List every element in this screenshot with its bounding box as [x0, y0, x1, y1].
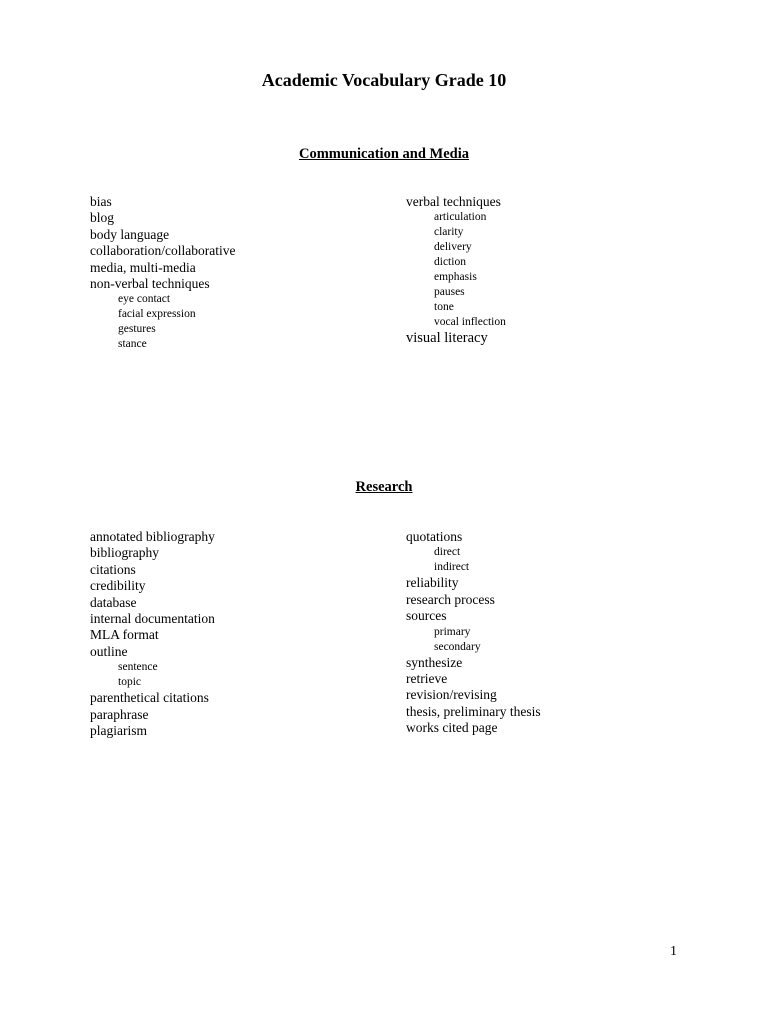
vocab-term: bibliography: [90, 545, 159, 561]
vocab-subterms: [406, 625, 541, 655]
vocab-term: visual literacy: [406, 330, 488, 347]
vocab-term: media, multi-media: [90, 259, 196, 275]
vocab-subterm: topic: [118, 676, 141, 689]
vocab-term-group: [406, 529, 541, 575]
vocab-term: quotations: [406, 529, 463, 544]
vocab-subterm: emphasis: [434, 271, 477, 284]
vocab-term: sources: [406, 608, 447, 624]
vocab-term: plagiarism: [90, 723, 147, 739]
vocab-term: credibility: [90, 578, 146, 594]
research-right-column: [406, 529, 541, 737]
vocab-subterm: eye contact: [118, 293, 171, 306]
page-number: 1: [670, 944, 677, 959]
vocab-term: body language: [90, 226, 170, 242]
vocab-term: citations: [90, 561, 136, 577]
vocab-term-group: [406, 194, 506, 330]
vocab-subterm: indirect: [434, 561, 470, 574]
vocab-subterm: articulation: [434, 211, 487, 224]
document-title: Academic Vocabulary Grade 10: [261, 70, 507, 90]
vocab-subterm: primary: [434, 625, 471, 638]
communication-left-column: [90, 194, 235, 352]
vocab-subterm: vocal inflection: [434, 316, 506, 329]
vocab-term: paraphrase: [90, 706, 149, 722]
research-left-column: [90, 529, 215, 739]
vocab-subterms: [406, 210, 506, 330]
vocab-term-group: [90, 644, 215, 690]
vocab-subterm: pauses: [434, 286, 465, 299]
vocab-term: blog: [90, 210, 115, 226]
section-heading-research: Research: [355, 479, 413, 495]
vocab-term: collaboration/collaborative: [90, 243, 236, 259]
vocab-subterm: sentence: [118, 661, 158, 674]
vocab-term: database: [90, 594, 137, 610]
vocab-term: bias: [90, 194, 112, 209]
vocab-subterms: [90, 292, 235, 352]
vocab-term: annotated bibliography: [90, 529, 215, 544]
vocab-subterm: secondary: [434, 640, 481, 653]
vocab-term: revision/revising: [406, 687, 497, 703]
vocab-term-group: [90, 276, 235, 352]
vocab-term: works cited page: [406, 720, 498, 736]
vocab-subterm: clarity: [434, 226, 464, 239]
vocab-term: thesis, preliminary thesis: [406, 703, 541, 719]
vocab-subterm: tone: [434, 301, 454, 314]
vocab-term: retrieve: [406, 671, 448, 687]
vocab-subterm: diction: [434, 256, 466, 269]
vocab-term-group: [406, 608, 541, 654]
vocab-subterm: stance: [118, 338, 147, 351]
vocab-term: verbal techniques: [406, 194, 501, 209]
vocab-subterms: [90, 660, 215, 690]
vocab-term: internal documentation: [90, 611, 215, 627]
vocab-term: outline: [90, 643, 128, 659]
vocab-term: research process: [406, 591, 495, 607]
vocab-subterm: direct: [434, 546, 461, 559]
communication-right-column: [406, 194, 506, 347]
vocab-subterm: facial expression: [118, 308, 196, 321]
vocab-subterms: [406, 545, 541, 575]
vocab-term: reliability: [406, 575, 459, 591]
section-heading-communication: Communication and Media: [299, 146, 469, 162]
vocab-term: parenthetical citations: [90, 690, 209, 706]
vocab-term: synthesize: [406, 654, 463, 670]
vocab-term: MLA format: [90, 627, 159, 643]
vocab-subterm: delivery: [434, 241, 472, 254]
vocab-term: non-verbal techniques: [90, 276, 210, 292]
vocab-subterm: gestures: [118, 323, 156, 336]
